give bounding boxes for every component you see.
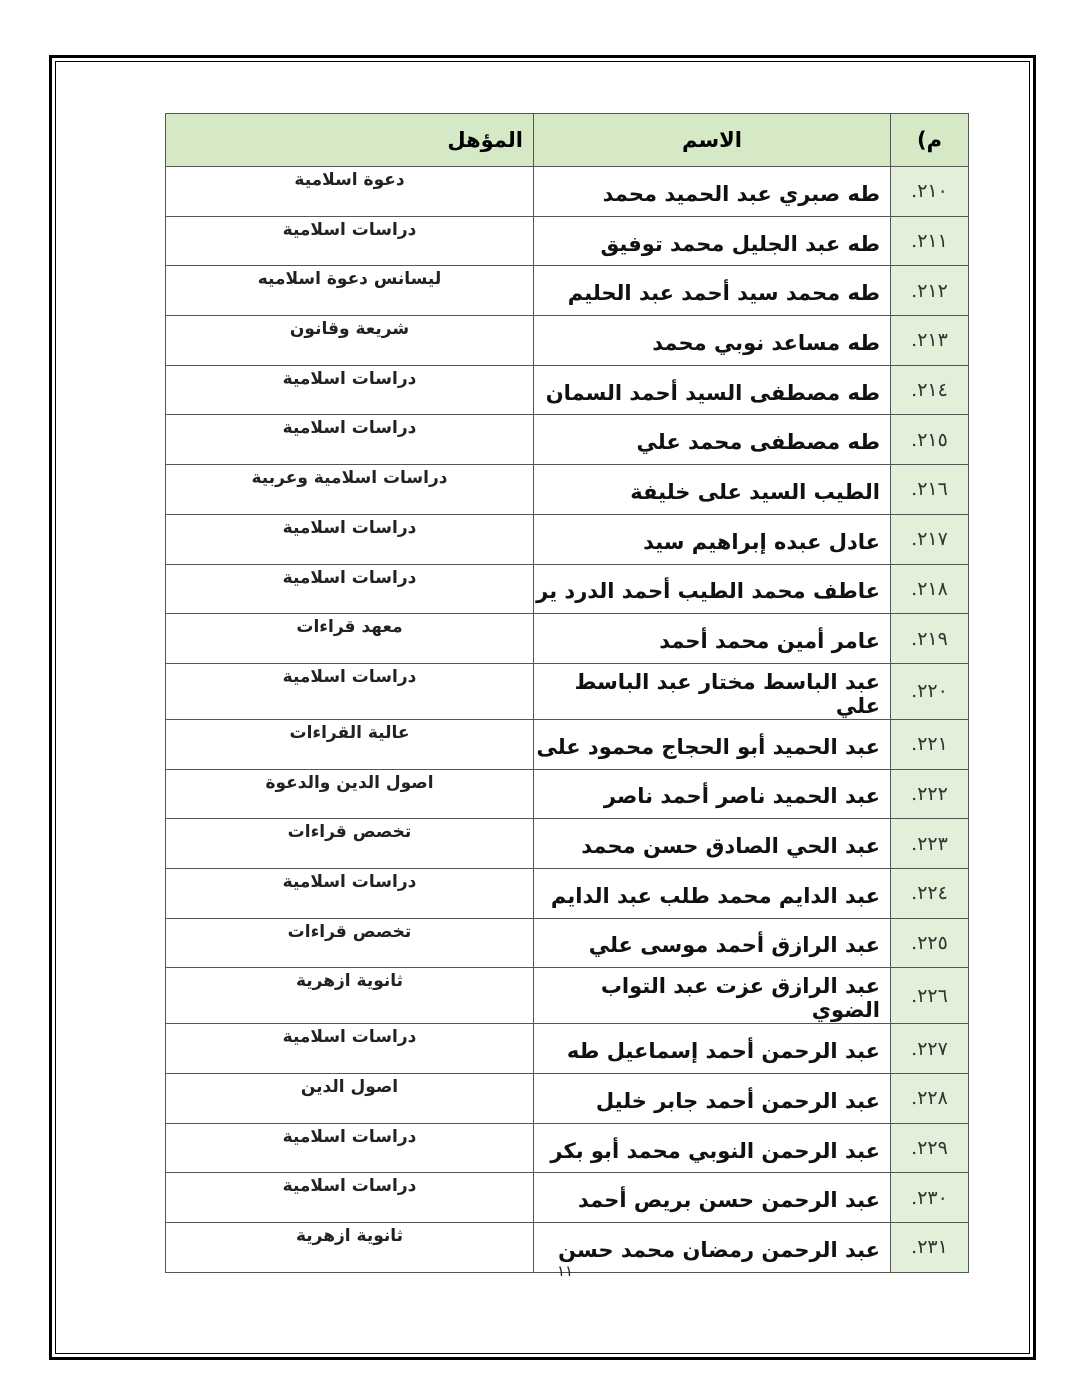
row-qualification: اصول الدين والدعوة bbox=[166, 769, 534, 819]
row-qualification: دراسات اسلامية وعربية bbox=[166, 465, 534, 515]
table-row bbox=[166, 465, 969, 515]
row-name: طه مصطفى السيد أحمد السمان bbox=[534, 365, 891, 415]
table-row bbox=[166, 918, 969, 968]
row-number: ٢٣١. bbox=[891, 1223, 969, 1273]
table-row bbox=[166, 663, 969, 719]
table-row bbox=[166, 216, 969, 266]
row-name: عاطف محمد الطيب أحمد الدرد ير bbox=[534, 564, 891, 614]
row-qualification: دعوة اسلامية bbox=[166, 167, 534, 217]
row-number: ٢١٥. bbox=[891, 415, 969, 465]
row-number: ٢١٩. bbox=[891, 614, 969, 664]
row-qualification: اصول الدين bbox=[166, 1074, 534, 1124]
header-name: الاسم bbox=[534, 114, 891, 167]
row-qualification: دراسات اسلامية bbox=[166, 1173, 534, 1223]
row-number: ٢١١. bbox=[891, 216, 969, 266]
row-number: ٢٣٠. bbox=[891, 1173, 969, 1223]
row-name: طه عبد الجليل محمد توفيق bbox=[534, 216, 891, 266]
row-qualification: دراسات اسلامية bbox=[166, 216, 534, 266]
table-row bbox=[166, 266, 969, 316]
row-qualification: ثانوية ازهرية bbox=[166, 968, 534, 1024]
table-row bbox=[166, 564, 969, 614]
names-table bbox=[165, 113, 969, 1273]
row-name: عبد الرازق عزت عبد التواب الضوي bbox=[534, 968, 891, 1024]
row-name: طه مساعد نوبي محمد bbox=[534, 316, 891, 366]
row-number: ٢٢١. bbox=[891, 719, 969, 769]
row-number: ٢١٢. bbox=[891, 266, 969, 316]
row-name: عبد الرحمن حسن بريص أحمد bbox=[534, 1173, 891, 1223]
row-number: ٢١٧. bbox=[891, 514, 969, 564]
header-qualification: المؤهل bbox=[166, 114, 534, 167]
row-name: عبد الحميد ناصر أحمد ناصر bbox=[534, 769, 891, 819]
table-row bbox=[166, 316, 969, 366]
table-row bbox=[166, 167, 969, 217]
page-number: ١١ bbox=[556, 1262, 574, 1280]
table-row bbox=[166, 365, 969, 415]
row-qualification: تخصص قراءات bbox=[166, 819, 534, 869]
row-name: طه مصطفى محمد علي bbox=[534, 415, 891, 465]
row-number: ٢٢٠. bbox=[891, 663, 969, 719]
row-number: ٢٢٣. bbox=[891, 819, 969, 869]
row-number: ٢١٨. bbox=[891, 564, 969, 614]
row-qualification: عالية القراءات bbox=[166, 719, 534, 769]
table-row bbox=[166, 1173, 969, 1223]
row-qualification: معهد قراءات bbox=[166, 614, 534, 664]
row-qualification: ليسانس دعوة اسلاميه bbox=[166, 266, 534, 316]
row-number: ٢٢٤. bbox=[891, 868, 969, 918]
row-name: عبد الحميد أبو الحجاج محمود على bbox=[534, 719, 891, 769]
table-row bbox=[166, 719, 969, 769]
table-row bbox=[166, 1024, 969, 1074]
row-name: عبد الدايم محمد طلب عبد الدايم bbox=[534, 868, 891, 918]
row-qualification: دراسات اسلامية bbox=[166, 365, 534, 415]
row-name: عبد الرحمن أحمد إسماعيل طه bbox=[534, 1024, 891, 1074]
row-qualification: دراسات اسلامية bbox=[166, 564, 534, 614]
row-name: عبد الرحمن رمضان محمد حسن bbox=[534, 1223, 891, 1273]
table-row bbox=[166, 769, 969, 819]
row-number: ٢٢٢. bbox=[891, 769, 969, 819]
row-qualification: دراسات اسلامية bbox=[166, 514, 534, 564]
row-name: عبد الباسط مختار عبد الباسط علي bbox=[534, 663, 891, 719]
row-number: ٢١٤. bbox=[891, 365, 969, 415]
table-row bbox=[166, 868, 969, 918]
row-name: عامر أمين محمد أحمد bbox=[534, 614, 891, 664]
row-number: ٢١٦. bbox=[891, 465, 969, 515]
row-number: ٢١٣. bbox=[891, 316, 969, 366]
table-row bbox=[166, 415, 969, 465]
row-qualification: تخصص قراءات bbox=[166, 918, 534, 968]
table-row bbox=[166, 819, 969, 869]
row-qualification: شريعة وقانون bbox=[166, 316, 534, 366]
row-name: طه محمد سيد أحمد عبد الحليم bbox=[534, 266, 891, 316]
row-number: ٢٢٧. bbox=[891, 1024, 969, 1074]
row-number: ٢٢٦. bbox=[891, 968, 969, 1024]
table-row bbox=[166, 968, 969, 1024]
row-qualification: دراسات اسلامية bbox=[166, 415, 534, 465]
table-body bbox=[166, 167, 969, 1273]
row-name: عبد الحي الصادق حسن محمد bbox=[534, 819, 891, 869]
table-row bbox=[166, 1123, 969, 1173]
table-row bbox=[166, 1074, 969, 1124]
row-name: طه صبري عبد الحميد محمد bbox=[534, 167, 891, 217]
row-name: عبد الرحمن أحمد جابر خليل bbox=[534, 1074, 891, 1124]
row-qualification: دراسات اسلامية bbox=[166, 1123, 534, 1173]
row-qualification: ثانوية ازهرية bbox=[166, 1223, 534, 1273]
header-number: م) bbox=[891, 114, 969, 167]
row-name: عادل عبده إبراهيم سيد bbox=[534, 514, 891, 564]
table-header-row bbox=[166, 114, 969, 167]
row-name: عبد الرازق أحمد موسى علي bbox=[534, 918, 891, 968]
row-number: ٢٢٥. bbox=[891, 918, 969, 968]
row-name: الطيب السيد على خليفة bbox=[534, 465, 891, 515]
row-number: ٢٢٨. bbox=[891, 1074, 969, 1124]
row-name: عبد الرحمن النوبي محمد أبو بكر bbox=[534, 1123, 891, 1173]
table-row bbox=[166, 514, 969, 564]
row-qualification: دراسات اسلامية bbox=[166, 868, 534, 918]
row-number: ٢٢٩. bbox=[891, 1123, 969, 1173]
row-qualification: دراسات اسلامية bbox=[166, 663, 534, 719]
table-row bbox=[166, 614, 969, 664]
row-qualification: دراسات اسلامية bbox=[166, 1024, 534, 1074]
row-number: ٢١٠. bbox=[891, 167, 969, 217]
